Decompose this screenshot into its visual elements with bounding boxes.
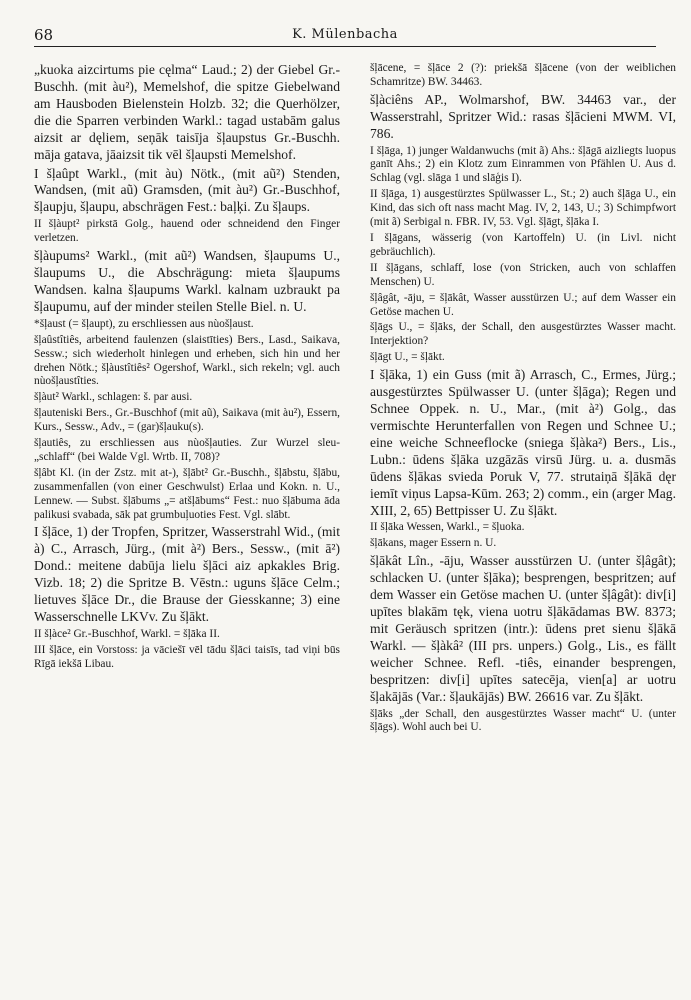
dictionary-entry: I šļāga, 1) junger Waldanwuchs (mit ã) Ahs.: šļāgā aizliegts luopus ganīt Ahs.; 2) ein Klotz zum Einrammen von Pfählen U. Aus d. Schlag (vgl. slāga 1 und slāģis I). <box>370 144 676 185</box>
dictionary-entry: šļaûstîtiês, arbeitend faulenzen (slaistīties) Bers., Lasd., Saikava, Sessw.; sich wiederholt hinlegen und erheben, sich hin und her drehen Nötk.; šļàustîtiês² Ogershof, Warkl., sich rekeln; vgl. auch nùošļaustîties. <box>34 333 340 388</box>
dictionary-entry: *šļaust (= šļaupt), zu erschliessen aus nùošļaust. <box>34 317 254 330</box>
running-head: K. Mülenbacha <box>292 27 398 42</box>
dictionary-entry: šļàut² Warkl., schlagen: š. par ausi. <box>34 391 193 404</box>
left-column <box>34 62 340 987</box>
dictionary-entry: I šļāgans, wässerig (von Kartoffeln) U. (in Livl. nicht gebräuchlich). <box>370 232 676 258</box>
dictionary-entry: šļākans, mager Essern n. U. <box>370 537 497 550</box>
dictionary-entry: III šļāce, ein Vorstoss: ja vāciešī vēl tādu šļāci taisīs, tad viņi būs Rīgā iekšā Libau. <box>34 643 340 670</box>
dictionary-entry: I šļāce, 1) der Tropfen, Spritzer, Wasserstrahl Wid., (mit à) C., Arrasch, Jürg., (mit à²) Bers., Sessw., (mit ā²) Dond.: meitene dabūja lielu šļāci aiz apkakles Brig. Vizb. 18; 2) die Spritze B. Vēstn.: uguns šļāce Celm.; lietuves šļāce Dr., die Brause der Giesskanne; 3) eine Wasserschnelle LKVv. Zu šļākt. <box>34 524 340 625</box>
dictionary-entry: šļāgt U., = šļākt. <box>370 351 445 364</box>
dictionary-entry: II šļāgans, schlaff, lose (von Stricken, auch von schlaffen Menschen) U. <box>370 261 676 288</box>
dictionary-entry: šļāgs U., = šļāks, der Schall, den ausgestürztes Wasser macht. Interjektion? <box>370 321 676 348</box>
dictionary-entry: šļâbt Kl. (in der Zstz. mit at-), šļābt² Gr.-Buschh., šļābstu, šļābu, zusammenfallen (von einer Geschwulst) Erlaa und Kokn. n. U., Lennew. — Subst. šļābums „= atšļābums“ Fest.: nuo šļābuma āda palikusi svabada, sāk pat grumbuļuoties Fest. Vgl. slābt. <box>34 466 340 521</box>
dictionary-entry: „kuoka aizcirtums pie cęlma“ Laud.; 2) der Giebel Gr.-Buschh. (mit àu²), Memelshof, die spitze Giebelwand am Hausboden Bielenstein Holzb. 32; die Querhölzer, die die Sparren verbinden Warkl.: tagad ustabām galus aizsit ar dęliem, seņāk taisīja šļaupstus Gr.-Buschh. māja gatava, jāaizsit tik vēl šļaupsti Memelshof. <box>34 62 340 162</box>
dictionary-entry: šļâgât, -āju, = šļākât, Wasser ausstürzen U.; auf dem Wasser ein Getöse machen U. <box>370 291 676 318</box>
page-number: 68 <box>34 26 54 44</box>
dictionary-entry: II šļàce² Gr.-Buschhof, Warkl. = šļāka II. <box>34 628 220 641</box>
dictionary-entry: II šļāka Wessen, Warkl., = šļuoka. <box>370 521 525 534</box>
dictionary-entry: II šļàupt² pirkstā Golg., hauend oder schneidend den Finger verletzen. <box>34 218 340 245</box>
dictionary-entry: I šļāka, 1) ein Guss (mit ã) Arrasch, C., Ermes, Jürg.; ausgestürztes Spülwasser U. (unter šļāga); Regen und Schnee Oppek. n. U., Mar., (mit à²) Golg., das vermischte Herunterfallen von Regen und Schnee U.; eine weiche Schneeflocke (sniega šļàka²) Bers., Lis., Lubn.: ūdens šļāka uzgāzās virsū Jürg. u. a. dusmās ūdens šļākas svieda Poruk V, 77. strutaiņā šļākā dęr iemīt viņus Lapsa-Kūm. 263; 2) comm., ein (arger Mag. XIII, 2, 65) Bettpisser U. Zu šļākt. <box>370 367 676 518</box>
dictionary-entry: šļāks „der Schall, den ausgestürztes Wasser macht“ U. (unter šļāgs). Wohl auch bei U. <box>370 707 676 734</box>
dictionary-entry: šļācene, = šļāce 2 (?): priekšā šļācene (von der weiblichen Schamritze) BW. 34463. <box>370 62 676 88</box>
dictionary-entry: šļautiês, zu erschliessen aus nùošļauties. Zur Wurzel sleu- „schlaff“ (bei Walde Vgl. Wrtb. II, 708)? <box>34 437 340 463</box>
dictionary-entry: šļàciêns AP., Wolmarshof, BW. 34463 var., der Wasserstrahl, Spritzer Wid.: rasas šļācieni MWM. VI, 786. <box>370 91 676 141</box>
dictionary-entry: šļàupums² Warkl., (mit aũ²) Wandsen, šļaupums U., šlaupums U., die Abschrägung: mieta šļaupums Wandsen. kalna šļaupums Warkl. kalnam uzbraukt pa šļaupumu, auf der minder steilen Stelle Biel. n. U. <box>34 248 340 314</box>
dictionary-entry: I šļaûpt Warkl., (mit àu) Nötk., (mit aũ²) Stenden, Wandsen, (mit aũ) Gramsden, (mit àu²) Gr.-Buschhof, šļaupju, šļaupu, abschrägen Fest.: baļķi. Zu šļaups. <box>34 165 340 215</box>
dictionary-entry: šļākât Lîn., -āju, Wasser ausstürzen U. (unter šļâgât); schlacken U. (unter šļāka); besprengen, bespritzen; auf dem Wasser ein Getöse machen U. (unter šļâgât): div[i] upītes blakām tęk, viena uotru šļākādamas BW. 8373; mit Geräusch spritzen (intr.): ūdens pret sienu šļākā Warkl. — šļàkâ² (III prs. unpers.) Golg., Lis., es fällt weicher Schnee. Refl. -tiês, einander besprengen, bespritzen: div[i] upītes satecēja, vien[a] ar uotru šļakājās (Var.: šļaukājās) BW. 26616 var. Zu šļākt. <box>370 553 676 704</box>
dictionary-entry: II šļāga, 1) ausgestürztes Spülwasser L., St.; 2) auch šļāga U., ein Kind, das sich oft nass macht Mag. IV, 2, 143, U.; 3) Schimpfwort (mit ã) Serbigal n. FBR. IV, 53. Vgl. šļāgt, šļāka I. <box>370 188 676 229</box>
right-column <box>370 62 676 987</box>
dictionary-entry: šļauteniski Bers., Gr.-Buschhof (mit aũ), Saikava (mit àu²), Essern, Kurs., Sessw., Adv., = (gar)šļauku(s). <box>34 407 340 434</box>
page-header <box>34 24 656 47</box>
